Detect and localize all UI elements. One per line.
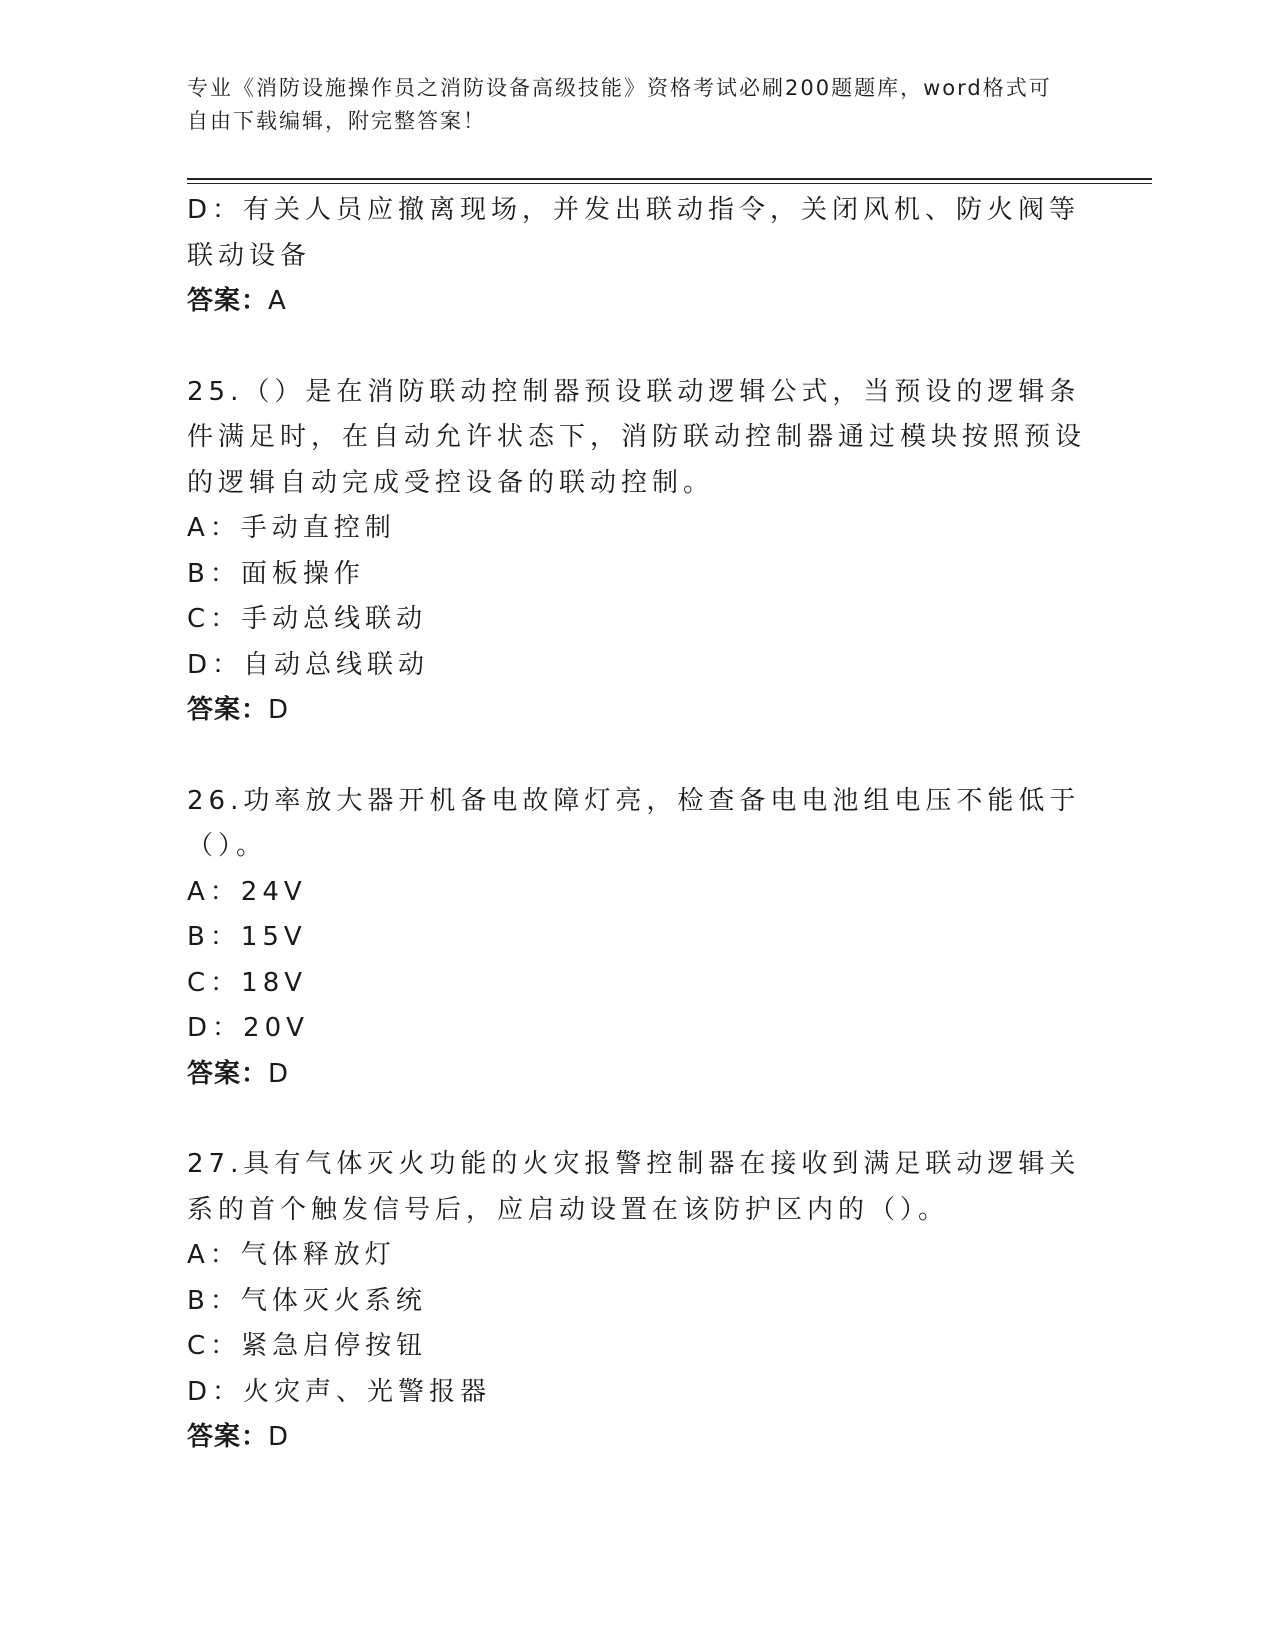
question-27-option-c: C：紧急启停按钮 — [187, 1331, 428, 1361]
question-27-option-d: D：火灾声、光警报器 — [187, 1376, 492, 1407]
question-27-answer — [187, 1415, 1087, 1461]
question-25-option-b: B：面板操作 — [187, 558, 365, 589]
header-divider-thick — [187, 178, 1152, 180]
question-26-option-a: A：24V — [187, 876, 307, 907]
answer-label: 答案： — [187, 1058, 269, 1089]
question-27-option-a: A：气体释放灯 — [187, 1240, 396, 1270]
answer-value: D — [268, 1422, 290, 1452]
answer-label: 答案： — [187, 1422, 269, 1452]
answer-value: D — [268, 1058, 290, 1089]
question-27-option-b: B：气体灭火系统 — [187, 1285, 427, 1316]
previous-question-answer — [187, 279, 1087, 325]
spacer — [187, 1097, 1087, 1142]
question-26-option-b: B：15V — [187, 922, 307, 952]
question-25-option-a: A：手动直控制 — [187, 513, 396, 543]
document-body — [187, 188, 1087, 1461]
header-divider-thin — [187, 183, 1152, 184]
answer-value: D — [268, 695, 290, 725]
answer-value: A — [268, 286, 287, 316]
question-25-option-d: D：自动总线联动 — [187, 649, 430, 680]
question-26-option-d: D：20V — [187, 1013, 309, 1043]
question-25-answer — [187, 688, 1087, 734]
question-26-answer — [187, 1052, 1087, 1098]
spacer — [187, 325, 1087, 370]
question-26-option-c: C：18V — [187, 967, 308, 998]
answer-label: 答案： — [187, 695, 269, 725]
document-header: 专业《消防设施操作员之消防设备高级技能》资格考试必刷200题题库，word格式可自由下载编辑，附完整答案！ — [187, 76, 1052, 133]
question-25-stem: 25.（）是在消防联动控制器预设联动逻辑公式，当预设的逻辑条件满足时，在自动允许状态下，消防联动控制器通过模块按照预设的逻辑自动完成受控设备的联动控制。 — [187, 376, 1087, 498]
question-27-stem: 27.具有气体灭火功能的火灾报警控制器在接收到满足联动逻辑关系的首个触发信号后，应启动设置在该防护区内的（）。 — [187, 1149, 1081, 1225]
spacer — [187, 734, 1087, 779]
previous-question-option-d: D：有关人员应撤离现场，并发出联动指令，关闭风机、防火阀等联动设备 — [187, 195, 1081, 271]
answer-label: 答案： — [187, 286, 269, 316]
question-25-option-c: C：手动总线联动 — [187, 604, 428, 634]
question-26-stem: 26.功率放大器开机备电故障灯亮，检查备电电池组电压不能低于（）。 — [187, 785, 1081, 861]
